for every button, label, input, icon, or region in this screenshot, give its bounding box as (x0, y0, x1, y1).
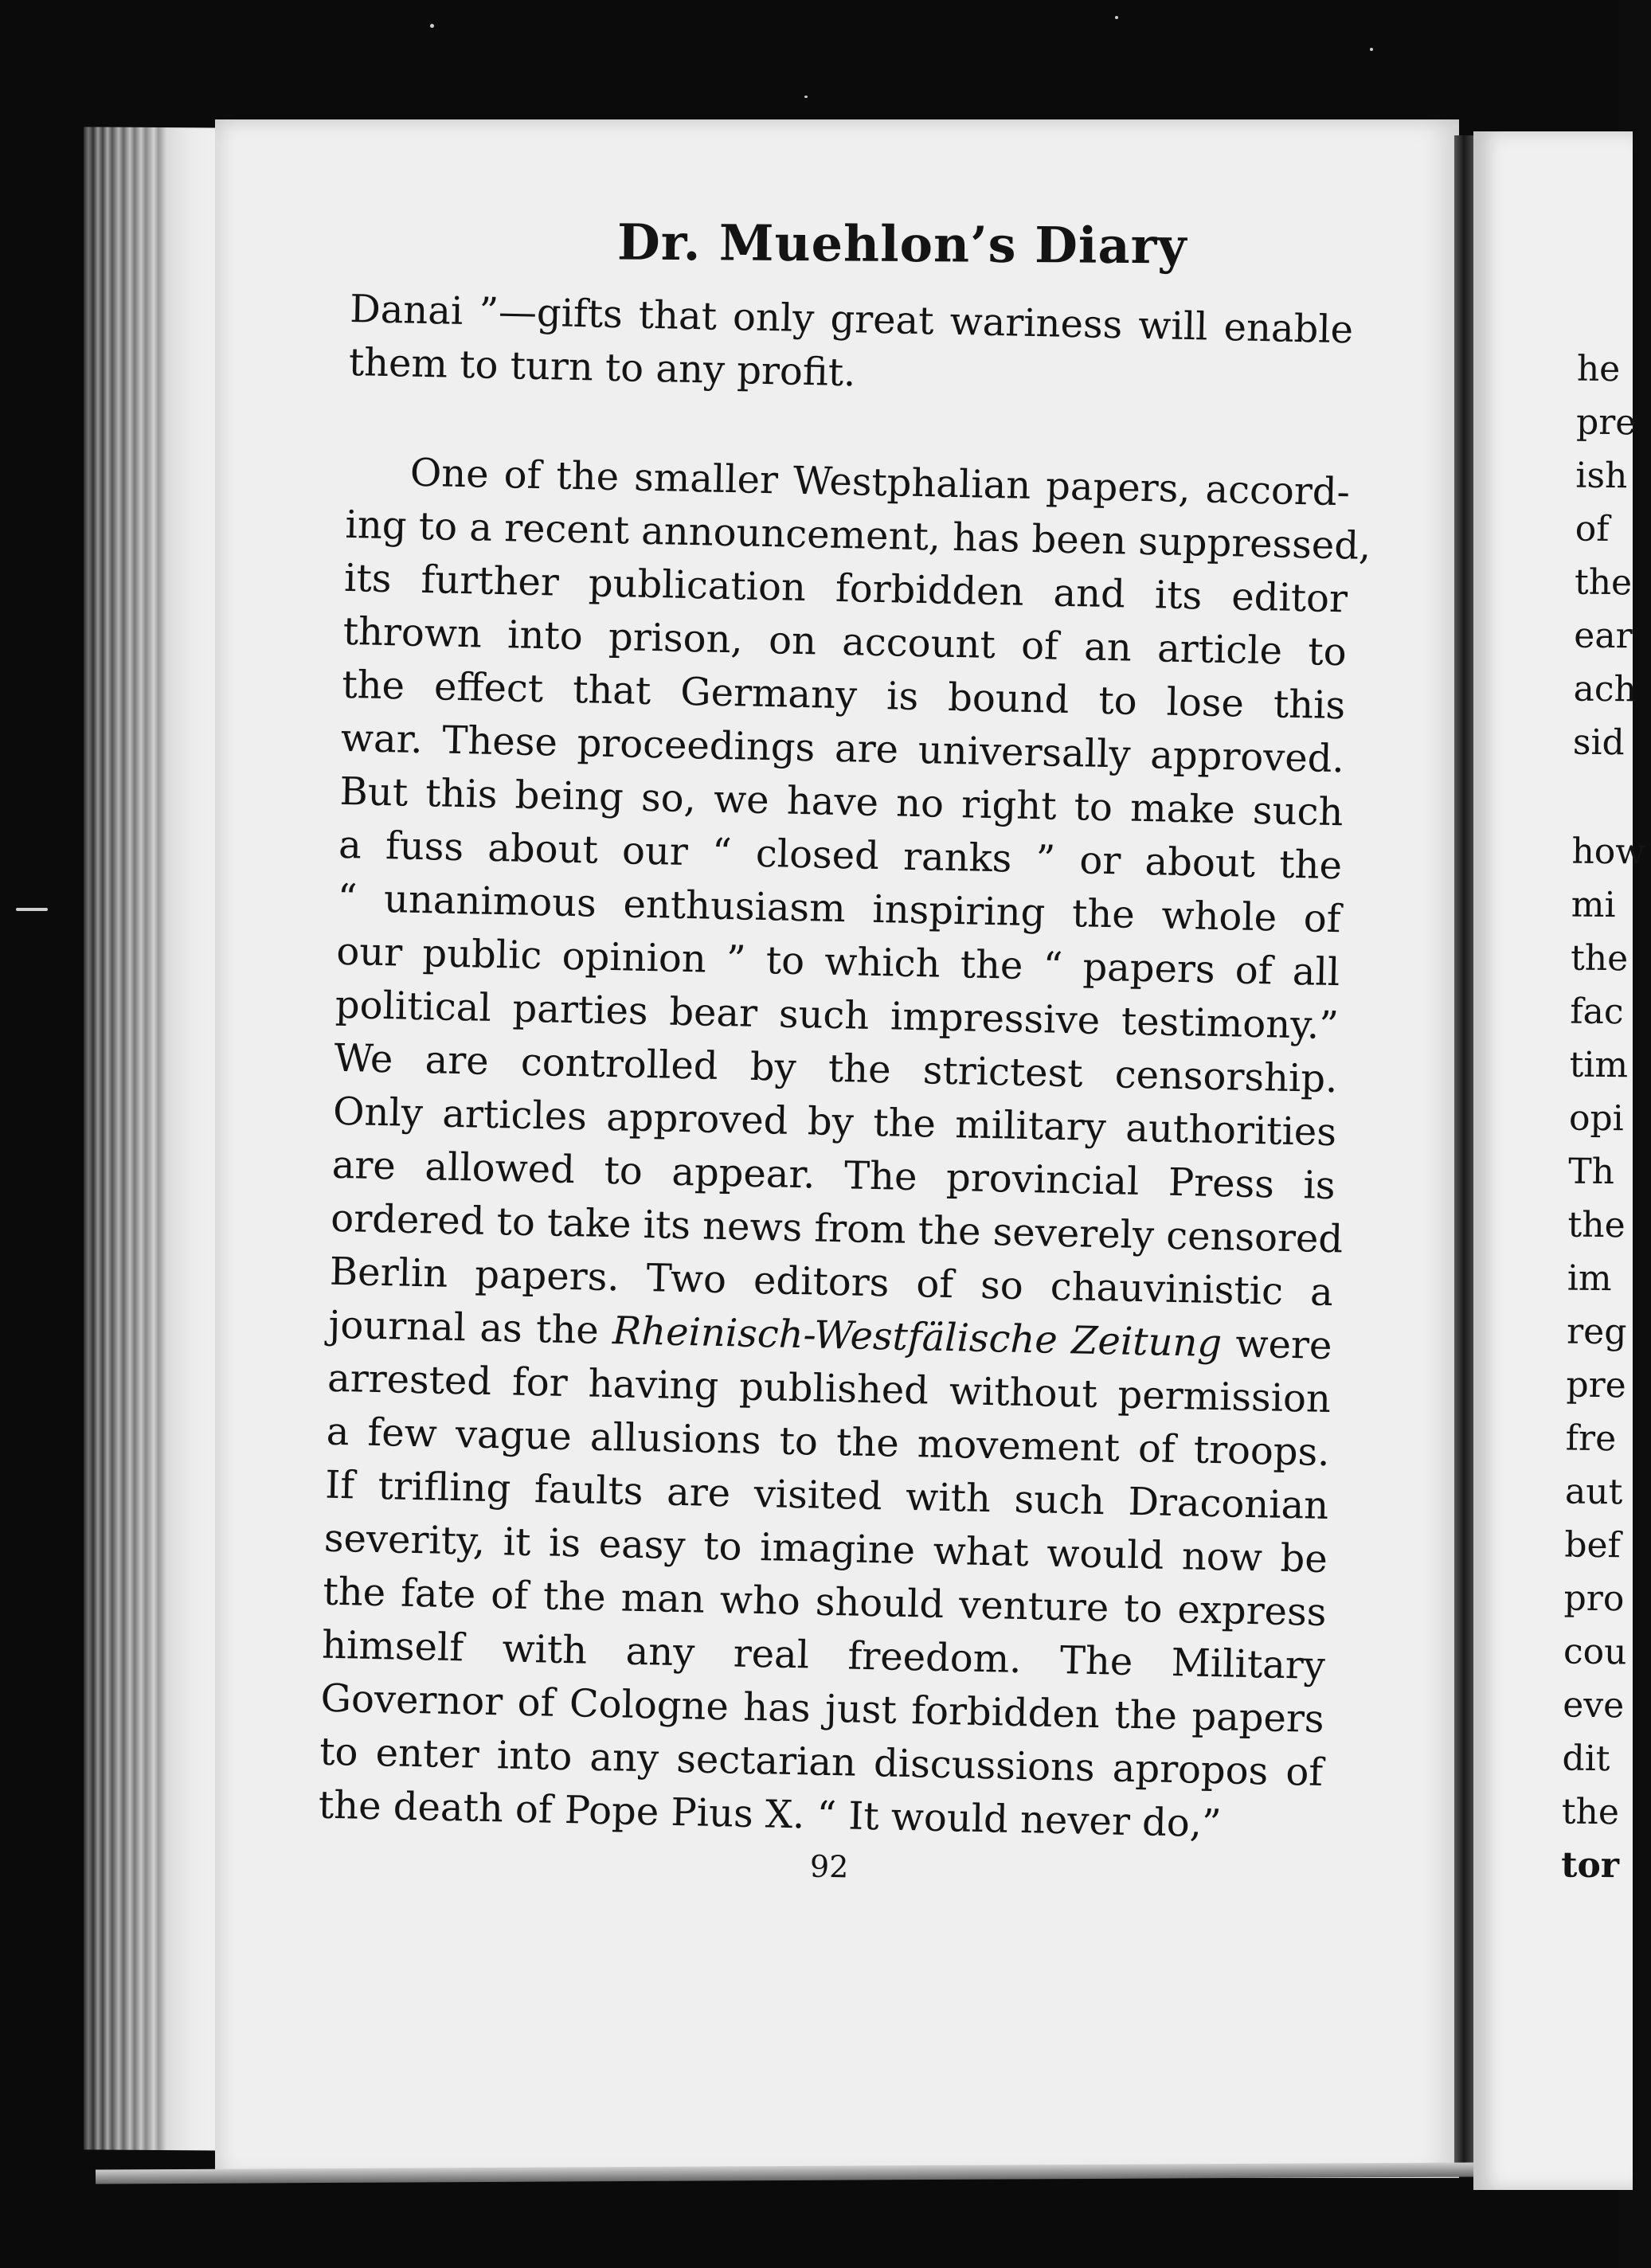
text-line: to enter into any sectarian discussions apropos of (319, 1729, 1324, 1795)
facing-text-fragment: dit (1562, 1738, 1610, 1780)
dust-speck (16, 908, 48, 911)
text-line: ordered to take its news from the severely censored (330, 1195, 1344, 1262)
text-line: If trifling faults are visited with such Draconian (324, 1462, 1329, 1529)
facing-text-fragment: opi (1568, 1097, 1624, 1140)
facing-text-fragment: Th (1568, 1151, 1615, 1193)
text-run: journal as the (327, 1302, 613, 1354)
text-line: Governor of Cologne has just forbidden the papers (320, 1676, 1325, 1742)
text-line: the effect that Germany is bound to lose this (341, 662, 1346, 729)
text-line: our public opinion ” to which the “ papers of all (335, 929, 1340, 995)
text-line: arrested for having published without permission (327, 1355, 1332, 1422)
facing-text-fragment: the (1567, 1204, 1626, 1246)
facing-text-fragment: tor (1560, 1844, 1620, 1887)
facing-text-fragment: tim (1569, 1044, 1629, 1086)
facing-text-fragment: eve (1563, 1684, 1625, 1726)
text-line: One of the smaller Westphalian papers, accord- (409, 450, 1351, 515)
text-run: were (1221, 1321, 1332, 1369)
text-line: political parties bear such impressive testimony.” (335, 982, 1340, 1049)
facing-text-fragment: the (1570, 937, 1629, 980)
text-line: a fuss about our “ closed ranks ” or about the (338, 822, 1343, 889)
facing-text-fragment: mi (1571, 884, 1616, 926)
facing-text-fragment: im (1567, 1257, 1612, 1300)
dust-speck (1370, 48, 1373, 51)
page-number: 92 (809, 1848, 849, 1885)
facing-text-fragment: pro (1563, 1578, 1625, 1620)
text-line: Berlin papers. Two editors of so chauvinistic a (329, 1249, 1334, 1316)
text-line: “ unanimous enthusiasm inspiring the whole of (337, 875, 1342, 942)
text-line: war. These proceedings are universally approved. (340, 715, 1345, 782)
facing-text-fragment: cou (1563, 1631, 1627, 1673)
text-line: the death of Pope Pius X. “ It would never do,” (318, 1782, 1223, 1847)
facing-text-fragment: pre (1575, 401, 1637, 444)
text-line: them to turn to any profit. (348, 339, 856, 396)
text-line: himself with any real freedom. The Military (321, 1622, 1326, 1689)
facing-text-fragment: sid (1572, 721, 1626, 764)
text-line: its further publication forbidden and its editor (343, 555, 1348, 622)
facing-text-fragment: the (1561, 1791, 1620, 1833)
dust-speck (430, 24, 434, 28)
dust-speck (804, 96, 808, 98)
text-line: thrown into prison, on account of an article to (342, 608, 1348, 675)
facing-text-fragment: reg (1566, 1311, 1627, 1353)
paragraph-gap (1572, 769, 1637, 826)
facing-text-fragment: fac (1570, 991, 1624, 1033)
text-line: are allowed to appear. The provincial Press is (331, 1142, 1336, 1209)
facing-text-fragment: he (1576, 348, 1621, 390)
newspaper-title: Rheinisch-Westfälische Zeitung (612, 1308, 1223, 1367)
facing-text-fragment: ish (1575, 455, 1628, 497)
text-line: the fate of the man who should venture to express (322, 1569, 1327, 1636)
facing-text-fragment: bef (1564, 1524, 1622, 1566)
text-line: a few vague allusions to the movement of troops. (326, 1409, 1331, 1476)
facing-text-fragment: fre (1565, 1418, 1617, 1460)
text-line: Only articles approved by the military authorities (332, 1089, 1337, 1156)
facing-text-fragment: aut (1564, 1471, 1623, 1513)
book-gutter (1454, 135, 1473, 2174)
facing-text-fragment: ear (1574, 615, 1633, 657)
text-line: severity, it is easy to imagine what would now be (323, 1515, 1328, 1582)
body-text (318, 283, 1371, 1853)
facing-text-fragment: the (1574, 561, 1633, 604)
facing-text-fragment: ach (1573, 668, 1637, 710)
text-line: Danai ”—gifts that only great wariness will enable (349, 286, 1354, 353)
facing-text-fragment: pre (1566, 1364, 1626, 1406)
text-line: But this being so, we have no right to make such (339, 768, 1344, 835)
running-head: Dr. Muehlon’s Diary (616, 213, 1187, 276)
dust-speck (1115, 16, 1118, 19)
text-line: ing to a recent announcement, has been suppressed, (345, 502, 1371, 569)
page-edges (84, 127, 227, 2150)
facing-text-fragment: of (1575, 508, 1610, 550)
facing-text-fragment: how (1571, 831, 1646, 873)
text-line: We are controlled by the strictest censorship. (334, 1035, 1338, 1102)
